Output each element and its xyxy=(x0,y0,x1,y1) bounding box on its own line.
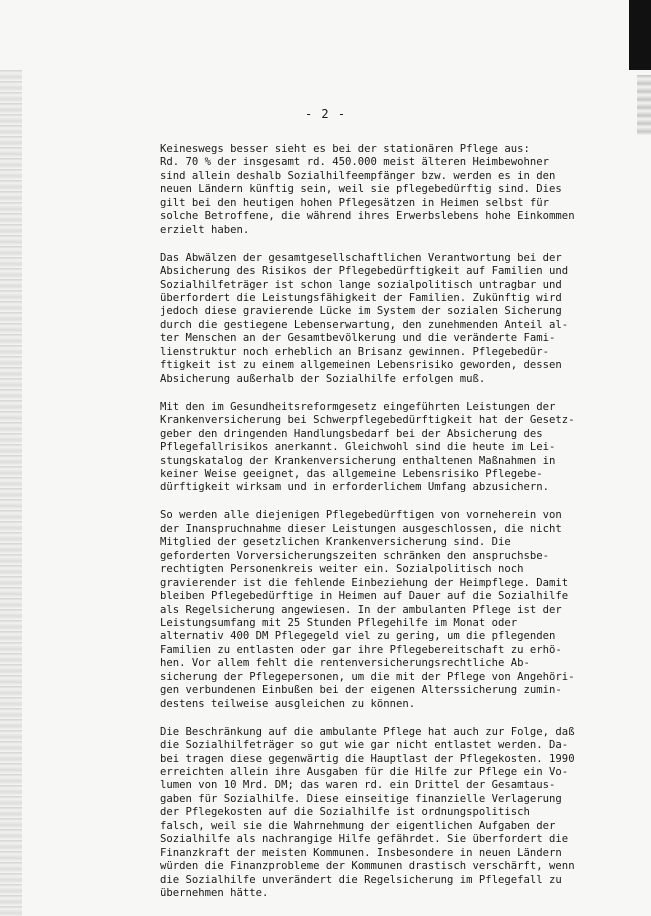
text-line: sind allein deshalb Sozialhilfeempfänger bzw. werden es in den xyxy=(160,169,556,182)
paragraph-1 xyxy=(160,143,612,237)
text-line: erreichten allein ihre Ausgaben für die Hilfe zur Pflege ein Vo- xyxy=(160,766,569,779)
paragraph-2 xyxy=(160,252,612,387)
text-line: sicherung der Pflegepersonen, um die mit der Pflege von Angehöri- xyxy=(160,670,575,683)
text-line: erzielt haben. xyxy=(160,223,250,236)
text-line: als Regelsicherung angewiesen. In der ambulanten Pflege ist der xyxy=(160,603,562,616)
text-line: So werden alle diejenigen Pflegebedürftigen von vorneherein von xyxy=(160,509,562,522)
text-line: lumen von 10 Mrd. DM; das waren rd. ein Drittel der Gesamtaus- xyxy=(160,779,556,792)
text-line: der Inanspruchnahme dieser Leistungen ausgeschlossen, die nicht xyxy=(160,522,562,535)
text-line: Absicherung außerhalb der Sozialhilfe erfolgen muß. xyxy=(160,372,486,385)
body-text xyxy=(160,143,612,915)
text-line: geber den dringenden Handlungsbedarf bei der Absicherung des xyxy=(160,427,543,440)
text-line: neuen Ländern künftig sein, weil sie pflegebedürftig sind. Dies xyxy=(160,183,562,196)
text-line: Pflegefallrisikos anerkannt. Gleichwohl sind die heute im Lei- xyxy=(160,441,556,454)
text-line: geforderten Vorversicherungszeiten schränken den anspruchsbe- xyxy=(160,549,550,562)
text-line: Leistungsumfang mit 25 Stunden Pflegehilfe im Monat oder xyxy=(160,617,518,629)
text-line: Absicherung des Risikos der Pflegebedürftigkeit auf Familien und xyxy=(160,265,569,278)
text-line: Die Beschränkung auf die ambulante Pflege hat auch zur Folge, daß xyxy=(160,725,575,738)
paragraph-3 xyxy=(160,401,612,495)
text-line: rechtigten Personenkreis weiter ein. Sozialpolitisch noch xyxy=(160,563,524,576)
text-line: destens teilweise ausgleichen zu können. xyxy=(160,697,416,710)
text-line: ter Menschen an der Gesamtbevölkerung und die veränderte Fami- xyxy=(160,332,556,345)
text-line: Das Abwälzen der gesamtgesellschaftlichen Verantwortung bei der xyxy=(160,251,562,264)
text-line: Sozialhilfe als nachrangige Hilfe gefährdet. Sie überfordert die xyxy=(160,833,569,846)
text-line: alternativ 400 DM Pflegegeld viel zu gering, um die pflegenden xyxy=(160,630,556,643)
text-line: Finanzkraft der meisten Kommunen. Insbesondere in neuen Ländern xyxy=(160,846,562,859)
text-line: Familien zu entlasten oder gar ihre Pflegebereitschaft zu erhö- xyxy=(160,643,562,656)
text-line: bei tragen diese gegenwärtig die Hauptlast der Pflegekosten. 1990 xyxy=(160,752,575,765)
text-line: bleiben Pflegebedürftige in Heimen auf Dauer auf die Sozialhilfe xyxy=(160,590,569,603)
text-line: keiner Weise geeignet, das allgemeine Lebensrisiko Pflegebe- xyxy=(160,467,543,480)
text-line: gilt bei den heutigen hohen Pflegesätzen in Heimen selbst für xyxy=(160,196,550,209)
scan-edge-right-speck xyxy=(637,75,651,135)
paragraph-4 xyxy=(160,509,612,711)
text-line: falsch, weil sie die Wahrnehmung der eigentlichen Aufgaben der xyxy=(160,819,556,832)
text-line: dürftigkeit wirksam und in erforderlichem Umfang abzusichern. xyxy=(160,481,550,494)
text-line: gen verbundenen Einbußen bei der eigenen Alterssicherung zumin- xyxy=(160,684,562,697)
text-line: würden die Finanzprobleme der Kommunen drastisch verschärft, wenn xyxy=(160,860,575,873)
text-line: Sozialhilfeträger ist schon lange sozialpolitisch untragbar und xyxy=(160,278,562,291)
text-line: gaben für Sozialhilfe. Diese einseitige finanzielle Verlagerung xyxy=(160,792,562,805)
text-line: Mit den im Gesundheitsreformgesetz eingeführten Leistungen der xyxy=(160,400,556,413)
text-line: lienstruktur noch erheblich an Brisanz gewinnen. Pflegebedür- xyxy=(160,345,550,358)
text-line: durch die gestiegene Lebenserwartung, den zunehmenden Anteil al- xyxy=(160,318,569,331)
text-line: die Sozialhilfe unverändert die Regelsicherung im Pflegefall zu xyxy=(160,873,562,886)
text-line: Mitglied der gesetzlichen Krankenversicherung sind. Die xyxy=(160,536,511,549)
text-line: Krankenversicherung bei Schwerpflegebedürftigkeit hat der Gesetz- xyxy=(160,414,575,427)
text-line: stungskatalog der Krankenversicherung enthaltenen Maßnahmen in xyxy=(160,454,556,467)
text-line: hen. Vor allem fehlt die rentenversicherungsrechtliche Ab- xyxy=(160,657,530,670)
text-line: jedoch diese gravierende Lücke im System der sozialen Sicherung xyxy=(160,305,562,318)
text-line: solche Betroffene, die während ihres Erwerbslebens hohe Einkommen xyxy=(160,210,575,223)
page-number: - 2 - xyxy=(304,107,347,121)
text-line: die Sozialhilfeträger so gut wie gar nicht entlastet werden. Da- xyxy=(160,739,569,752)
text-line: überfordert die Leistungsfähigkeit der Familien. Zukünftig wird xyxy=(160,292,562,305)
text-line: übernehmen hätte. xyxy=(160,887,269,900)
text-line: der Pflegekosten auf die Sozialhilfe ist ordnungspolitisch xyxy=(160,806,530,819)
scan-edge-left xyxy=(0,70,22,916)
paragraph-5 xyxy=(160,726,612,901)
text-line: gravierender ist die fehlende Einbeziehung der Heimpflege. Damit xyxy=(160,576,569,589)
scan-edge-right-bar xyxy=(629,0,651,70)
text-line: Rd. 70 % der insgesamt rd. 450.000 meist älteren Heimbewohner xyxy=(160,156,550,169)
text-line: Keineswegs besser sieht es bei der stationären Pflege aus: xyxy=(160,143,530,155)
text-line: ftigkeit ist zu einem allgemeinen Lebensrisiko geworden, dessen xyxy=(160,359,562,372)
